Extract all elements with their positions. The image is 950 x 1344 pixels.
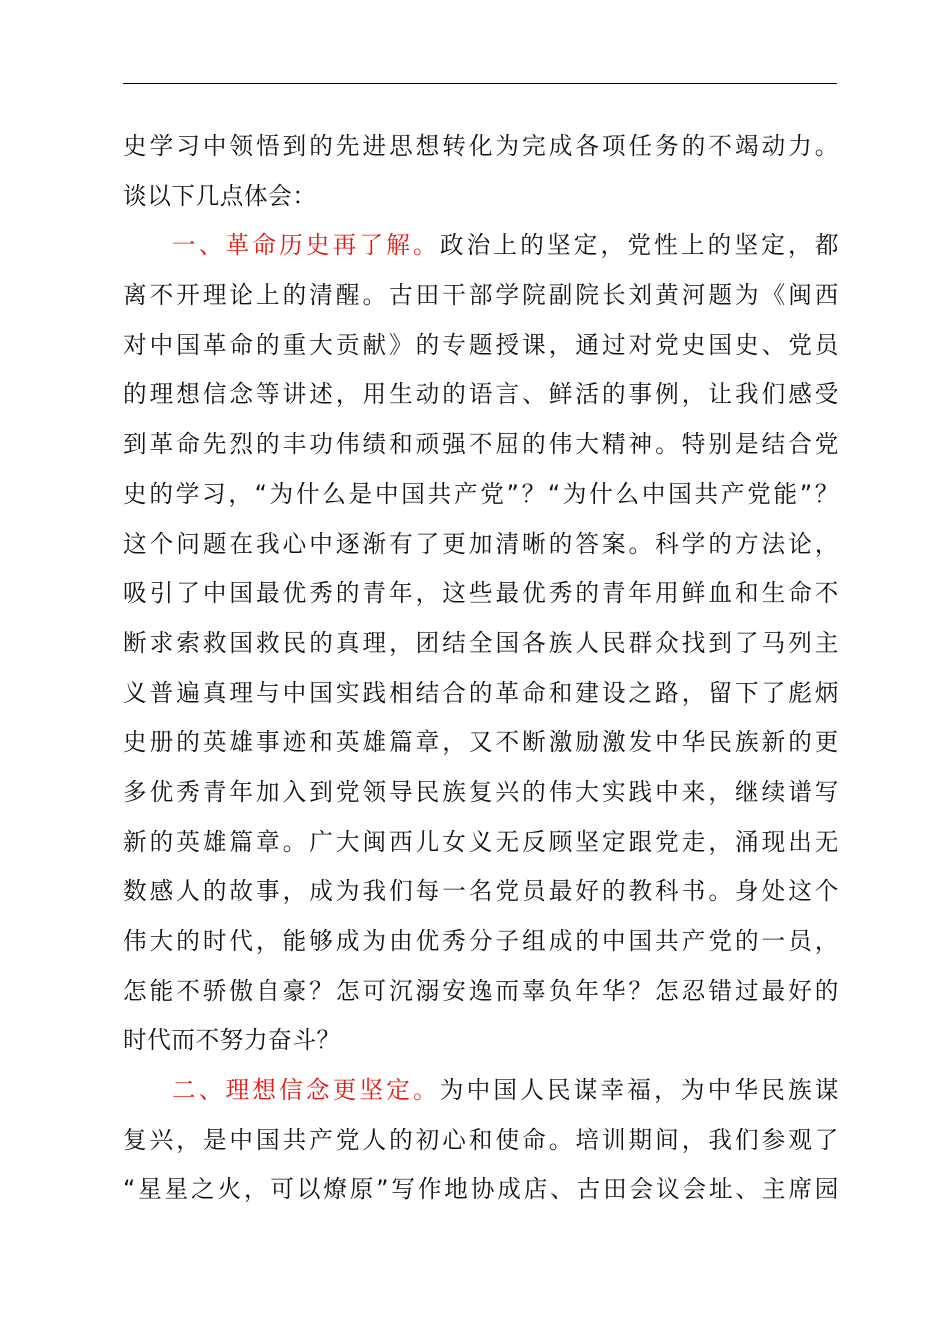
paragraph-line: 数感人的故事，成为我们每一名党员最好的教科书。身处这个 (123, 877, 839, 906)
paragraph-line: 复兴，是中国共产党人的初心和使命。培训期间，我们参观了 (123, 1125, 839, 1154)
paragraph-line: 对中国革命的重大贡献》的专题授课，通过对党史国史、党员 (123, 330, 839, 359)
paragraph-line: 怎能不骄傲自豪？怎可沉溺安逸而辜负年华？怎忍错过最好的 (123, 976, 839, 1005)
paragraph-line: 到革命先烈的丰功伟绩和顽强不屈的伟大精神。特别是结合党 (123, 430, 839, 459)
paragraph-line: 政治上的坚定，党性上的坚定，都 (439, 231, 839, 260)
paragraph-line: 为中国人民谋幸福，为中华民族谋 (439, 1076, 839, 1105)
section-heading-2: 二、理想信念更坚定。 (172, 1076, 440, 1105)
paragraph-line: 时代而不努力奋斗？ (123, 1026, 341, 1055)
paragraph-line: 断求索救国救民的真理，团结全国各族人民群众找到了马列主 (123, 628, 839, 657)
paragraph-line: 的理想信念等讲述，用生动的语言、鲜活的事例，让我们感受 (123, 380, 839, 409)
section-heading-1: 一、革命历史再了解。 (172, 231, 440, 260)
paragraph-line: 史册的英雄事迹和英雄篇章，又不断激励激发中华民族新的更 (123, 728, 839, 757)
section-two-first-line (123, 1066, 839, 1116)
paragraph-line: 吸引了中国最优秀的青年，这些最优秀的青年用鲜血和生命不 (123, 579, 839, 608)
paragraph-line: 史学习中领悟到的先进思想转化为完成各项任务的不竭动力。 (123, 132, 839, 160)
paragraph-line: 伟大的时代，能够成为由优秀分子组成的中国共产党的一员， (123, 927, 839, 955)
paragraph-line: 史的学习，“为什么是中国共产党”？“为什么中国共产党能”？ (123, 479, 839, 508)
paragraph-line: “星星之火，可以燎原”写作地协成店、古田会议会址、主席园 (123, 1175, 839, 1204)
document-body (123, 122, 839, 1215)
paragraph-line: 多优秀青年加入到党领导民族复兴的伟大实践中来，继续谱写 (123, 777, 839, 806)
paragraph-line: 这个问题在我心中逐渐有了更加清晰的答案。科学的方法论， (123, 529, 839, 558)
section-one-first-line (123, 221, 839, 271)
paragraph-line: 新的英雄篇章。广大闽西儿女义无反顾坚定跟党走，涌现出无 (123, 827, 839, 856)
paragraph-line: 离不开理论上的清醒。古田干部学院副院长刘黄河题为《闽西 (123, 281, 839, 310)
paragraph-line: 义普遍真理与中国实践相结合的革命和建设之路，留下了彪炳 (123, 678, 839, 707)
paragraph-line: 谈以下几点体会： (123, 181, 317, 210)
header-rule (123, 83, 837, 84)
